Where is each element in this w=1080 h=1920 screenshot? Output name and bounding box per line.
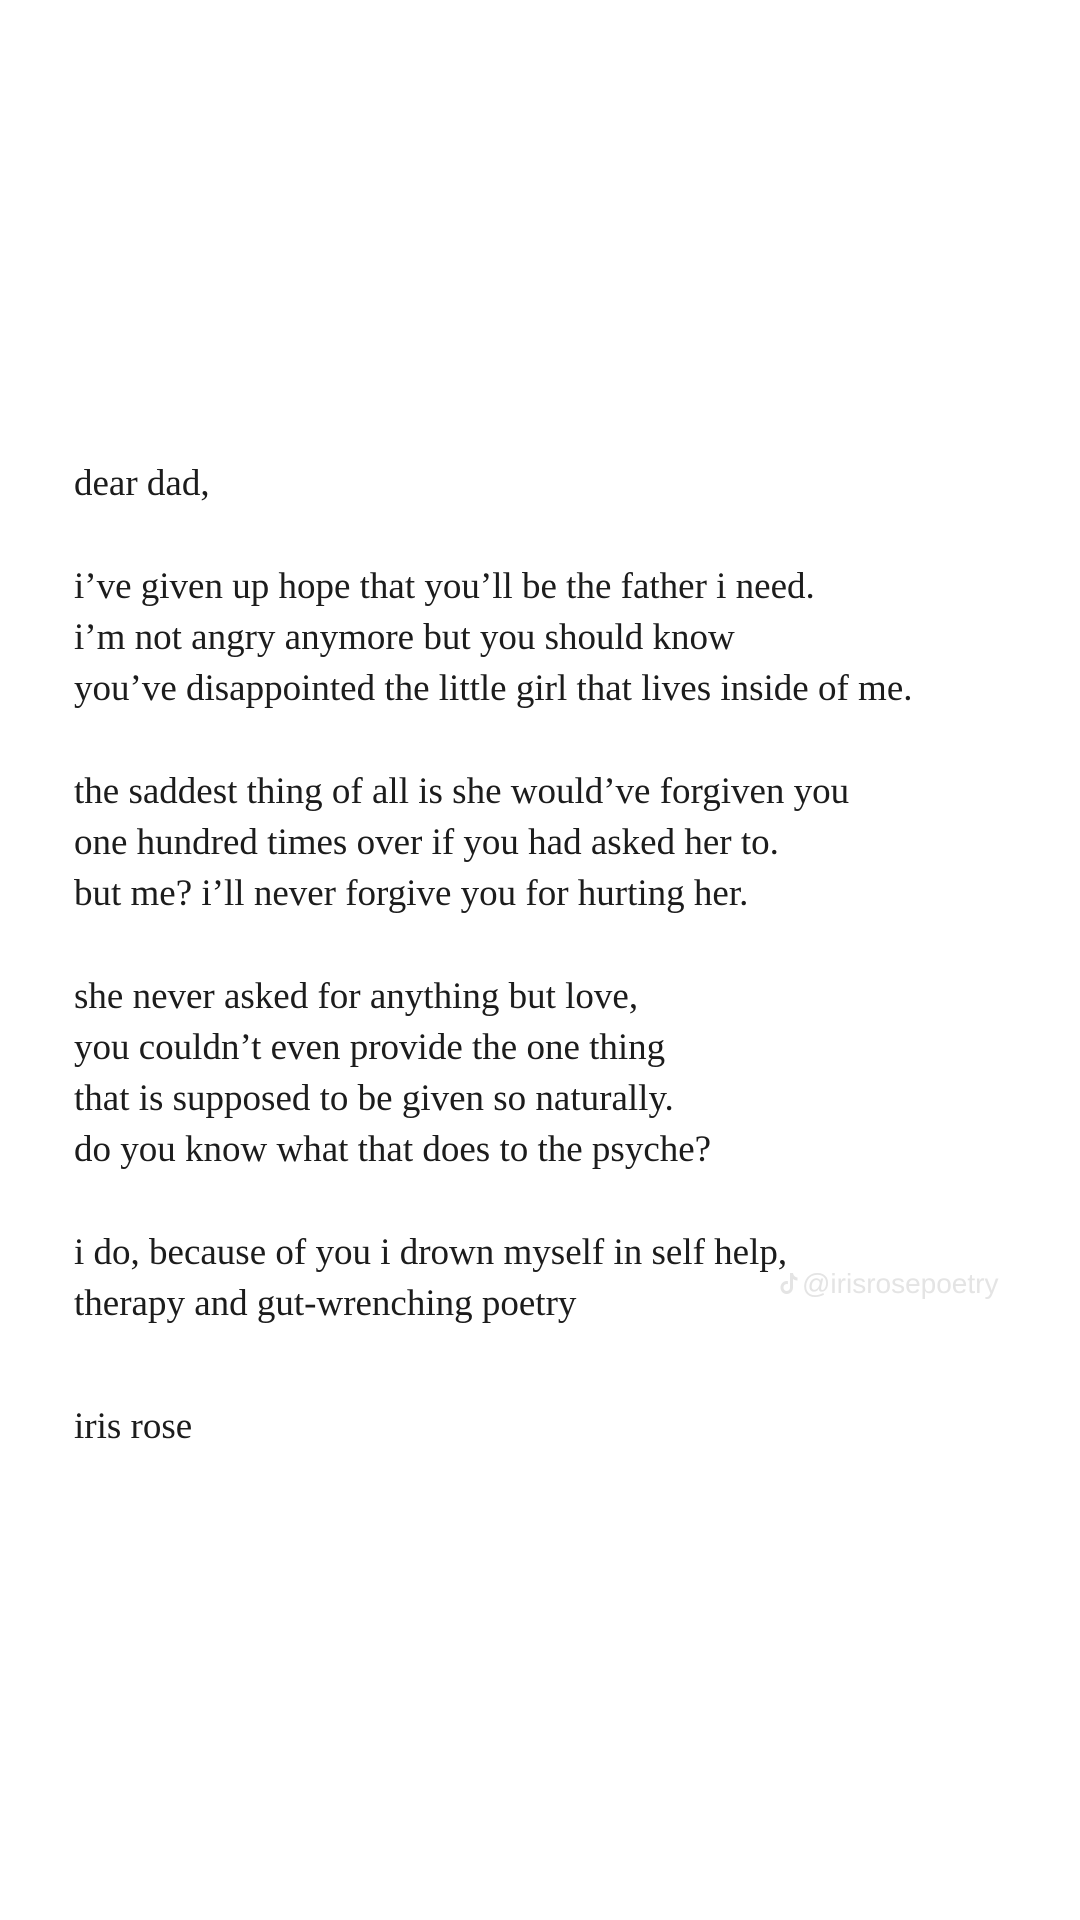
poem-author: iris rose — [74, 1406, 193, 1447]
poem-line: you’ve disappointed the little girl that lives inside of me. — [74, 668, 913, 709]
poem-line: i’ve given up hope that you’ll be the father i need. — [74, 566, 815, 607]
poem-line: therapy and gut-wrenching poetry — [74, 1283, 577, 1324]
poem-line: do you know what that does to the psyche? — [74, 1129, 712, 1170]
poem — [74, 458, 1034, 1452]
poem-line: i do, because of you i drown myself in self help, — [74, 1232, 788, 1273]
poem-line: she never asked for anything but love, — [74, 976, 639, 1017]
watermark — [780, 1268, 998, 1300]
poem-line: but me? i’ll never forgive you for hurting her. — [74, 873, 749, 914]
poem-line: i’m not angry anymore but you should know — [74, 617, 735, 658]
poem-line: the saddest thing of all is she would’ve forgiven you — [74, 771, 850, 812]
poem-line: you couldn’t even provide the one thing — [74, 1027, 666, 1068]
watermark-handle: @irisrosepoetry — [802, 1268, 999, 1299]
tiktok-icon — [780, 1272, 798, 1296]
poem-line: one hundred times over if you had asked her to. — [74, 822, 779, 863]
poem-salutation: dear dad, — [74, 463, 210, 504]
poem-line: that is supposed to be given so naturally. — [74, 1078, 674, 1119]
